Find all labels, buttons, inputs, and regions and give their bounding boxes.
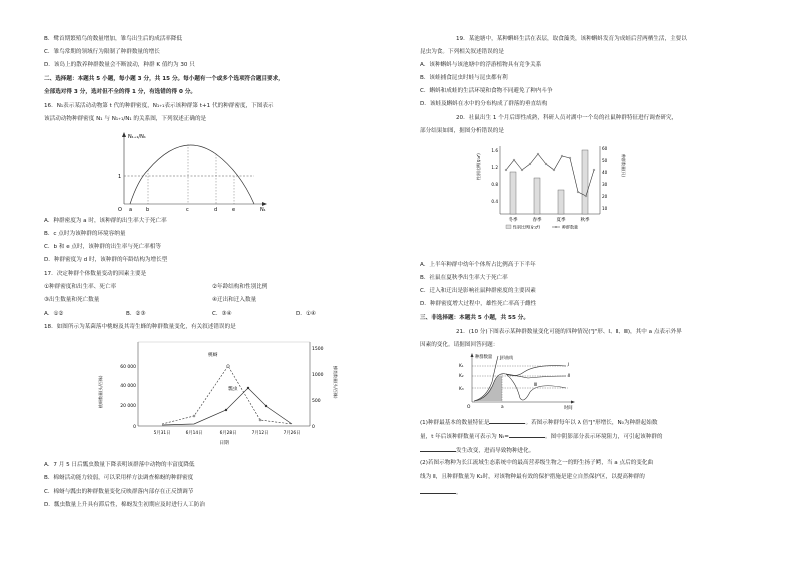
q20-line-population bbox=[506, 154, 594, 196]
q16-one-label: 1 bbox=[118, 174, 122, 180]
q21-part2-text-c: 。 bbox=[456, 490, 462, 496]
q21-stem-line1: 21．(10 分)下图表示某种群数量变化可能的四种情况("J"形、Ⅰ、Ⅱ、Ⅲ)，其中 a 点表示外界 bbox=[456, 329, 682, 335]
q18-yright-tick-1000: 1000 bbox=[312, 373, 324, 378]
q20-option-c: C．迁入和迁出是影响社鼠种群密度的主要因素 bbox=[420, 288, 536, 294]
q20-yleft-tick-1: 1.6 bbox=[491, 148, 498, 153]
q21-blank-2[interactable] bbox=[509, 432, 545, 438]
q15-option-c: C．雏鸟常期的领域行为限制了种群数量的增长 bbox=[44, 49, 160, 55]
q18-yright-tick-1500: 1500 bbox=[312, 347, 324, 352]
q18-figure bbox=[98, 336, 338, 448]
q20-legend-line: 种群数量 bbox=[562, 224, 578, 230]
q16-tick-b: b bbox=[146, 207, 150, 213]
q21-j-label: J形曲线 bbox=[500, 355, 514, 360]
q16-option-c: C．b 和 e 点时，该种群的出生率与死亡率相等 bbox=[44, 244, 161, 250]
q16-figure bbox=[104, 128, 274, 214]
q19-stem-line2: 昆虫为食。下列相关叙述错误的是 bbox=[420, 49, 504, 55]
q21-label-2: Ⅱ bbox=[568, 374, 571, 379]
q21-part2-line2: 线为 Ⅱ，且种群数量为 K₂时，对该物种最有效的保护措施是建立自然保护区，以提高种群的 bbox=[420, 474, 645, 480]
q16-stem-line1: 16．N₁表示某活动动物第 t 代的种群密度，N₁₊₁表示该种群第 t+1 代的种群密度，下图表示 bbox=[44, 103, 274, 109]
q20-yright-tick-20: 20 bbox=[602, 194, 608, 199]
q20-yright-tick-40: 40 bbox=[602, 170, 608, 175]
q16-option-a: A．种群密度为 a 时，该种群的出生率大于死亡率 bbox=[44, 218, 167, 224]
q21-label-3: Ⅲ bbox=[534, 383, 537, 388]
q21-part1-text-d: 。图中阴影部分表示环境阻力，可引起该种群的 bbox=[545, 434, 663, 440]
q16-tick-c: c bbox=[186, 207, 189, 213]
q20-yleft-label: 性别比例(♀∶♂) bbox=[476, 153, 481, 180]
q18-xlabel: 日期 bbox=[219, 441, 229, 446]
q18-xtick-5: 7月26日 bbox=[283, 431, 301, 436]
q17-item-2: ②年龄结构和性别比例 bbox=[212, 284, 268, 290]
q17-item-1: ①种群密度和出生率、死亡率 bbox=[44, 284, 117, 290]
q21-origin: O bbox=[467, 405, 471, 410]
q18-option-a: A．7 月 5 日后瓢虫数量下降表明该群落中动物的丰富度降低 bbox=[44, 462, 195, 468]
q21-label-1: Ⅰ bbox=[568, 363, 570, 368]
q18-xtick-1: 5月31日 bbox=[153, 431, 171, 436]
q21-part1-line1 bbox=[420, 418, 657, 427]
section3-title: 三、非选择题：本题共 5 小题，共 55 分。 bbox=[420, 315, 529, 321]
q20-yright-tick-60: 60 bbox=[602, 146, 608, 151]
section2-note: 全部选对得 3 分，选对但不全的得 1 分，有选错的得 0 分。 bbox=[44, 89, 197, 95]
q16-tick-e: e bbox=[232, 207, 236, 213]
q17-item-3: ③出生数量和死亡数量 bbox=[44, 297, 100, 303]
q20-bar-summer bbox=[558, 190, 564, 214]
q21-part1-line2 bbox=[420, 432, 662, 441]
q20-bar-winter bbox=[510, 172, 516, 214]
q21-figure bbox=[458, 352, 588, 412]
q20-stem-line2: 部分结果如图，据图分析错误的是 bbox=[420, 128, 504, 134]
q20-figure bbox=[476, 140, 626, 232]
q20-yright-tick-50: 50 bbox=[602, 158, 608, 163]
q18-xtick-4: 7月12日 bbox=[251, 431, 269, 436]
q17-option-c: C．③④ bbox=[212, 311, 232, 317]
q16-ylabel: N₁₊₁/N₁ bbox=[128, 134, 146, 140]
q21-shaded-area bbox=[474, 376, 502, 401]
q19-option-c: C．蝌蚪和成蛙的生活环境和食物不同避免了种内斗争 bbox=[420, 88, 553, 94]
q18-legend-aphid: 桃蚜 bbox=[208, 353, 218, 358]
q20-yright-label: 种群数量(只) bbox=[621, 154, 626, 178]
q18-yleft-tick-20000: 20 000 bbox=[120, 404, 136, 409]
q21-ylabel: 种群数量 bbox=[475, 355, 493, 360]
q17-option-d: D．①④ bbox=[296, 311, 316, 317]
q21-part1-text-a: (1)种群最基本的数量特征是 bbox=[420, 420, 490, 426]
q20-bar-autumn bbox=[582, 150, 588, 214]
q16-option-b: B．c 点时为该种群的环境容纳量 bbox=[44, 231, 126, 237]
q20-yleft-tick-4: 0.4 bbox=[491, 199, 498, 204]
q21-blank-4[interactable] bbox=[420, 488, 456, 494]
q20-xtick-summer: 夏季 bbox=[556, 218, 566, 223]
q17-option-b: B．②③ bbox=[126, 311, 146, 317]
q18-series-ladybug bbox=[162, 388, 292, 425]
q20-xtick-spring: 春季 bbox=[532, 218, 542, 223]
q17-option-a: A．①② bbox=[44, 311, 64, 317]
q21-part2-line1: (2)若图示物种为长江流域生态系统中的最高营养级生物之一的野生扬子鳄，当 a 点后的变化曲 bbox=[420, 460, 654, 466]
q21-part2-line3 bbox=[420, 488, 462, 497]
q21-part1-text-c: 量，t 年后该种群数量可表示为 Nₜ= bbox=[420, 434, 509, 440]
q20-yleft-tick-3: 0.8 bbox=[491, 182, 498, 187]
q16-origin: O bbox=[118, 207, 122, 213]
q16-tick-a: a bbox=[129, 207, 133, 213]
q20-option-d: D．种群密度增大过程中，雄性死亡率高于雌性 bbox=[420, 301, 537, 307]
q18-series-aphid bbox=[162, 366, 292, 424]
q18-yleft-label: 桃蚜数量(头/百株) bbox=[98, 375, 103, 408]
q18-yright-tick-0: 0 bbox=[312, 425, 315, 430]
q21-xlabel: 时间 bbox=[564, 406, 573, 411]
q18-stem: 18．如图所示为某菌落中桃蚜及其寄生蜂的种群数量变化，有关叙述错误的是 bbox=[44, 324, 236, 330]
q19-option-a: A．该种蝌蚪与该池塘中的浮游植物具有竞争关系 bbox=[420, 62, 542, 68]
q15-option-b: B．鹭首期繁殖鸟的数量增加，雏鸟出生后的成活率降低 bbox=[44, 36, 183, 42]
q21-a-mark: a bbox=[501, 405, 504, 410]
q21-k1: K₁ bbox=[459, 364, 464, 369]
q18-xtick-2: 6月14日 bbox=[185, 431, 203, 436]
q20-yright-tick-10: 10 bbox=[602, 206, 608, 211]
q20-option-b: B．社鼠在夏秋季出生率大于死亡率 bbox=[420, 275, 508, 281]
q18-yright-label: 蜂类数量(头/百株) bbox=[333, 366, 338, 399]
q21-k2: K₂ bbox=[459, 374, 464, 379]
q17-item-4: ④迁出和迁入数量 bbox=[212, 297, 257, 303]
q20-xtick-autumn: 秋季 bbox=[580, 218, 590, 223]
q21-part1-text-b: 。若图示种群每年以 λ 倍"J"形增长，N₀为种群起始数 bbox=[525, 420, 658, 426]
q20-option-a: A．上半年种群中幼年个体所占比例高于下半年 bbox=[420, 262, 536, 268]
q20-stem-line1: 20．社鼠出生 1 个月后即性成熟，科研人员对湖中一个岛的社鼠种群特征进行调查研究， bbox=[456, 115, 678, 121]
q16-stem-line2: 该活动动物种群密度 N₁ 与 N₁₊₁/N₁ 的关系图，下列叙述正确的是 bbox=[44, 116, 207, 122]
q19-option-b: B．该蛙捕食昆虫时蛙与昆虫都有利 bbox=[420, 75, 508, 81]
q18-legend-ladybug: 瓢虫 bbox=[228, 387, 238, 392]
q15-option-d: D．该岛上的散养种群数量会不断波动，种群 K 值约为 30 只 bbox=[44, 62, 195, 68]
q20-xtick-winter: 冬季 bbox=[508, 218, 518, 223]
q18-option-c: C．棉蚜与瓢虫的种群数量变化反映群落内部存在正反馈调节 bbox=[44, 489, 194, 495]
q16-option-d: D．种群密度为 d 时，该种群的年龄结构为增长型 bbox=[44, 257, 168, 263]
q18-yleft-tick-60000: 60 000 bbox=[120, 365, 136, 370]
section2-title: 二、选择题：本题共 5 小题，每小题 3 分，共 15 分。每小题有一个或多个选项符合题目要求， bbox=[44, 76, 284, 82]
q18-option-b: B．棉蚜活动能力较弱，可以采用样方法调查棉蚜的种群密度 bbox=[44, 475, 194, 481]
q20-yleft-tick-2: 1.2 bbox=[491, 165, 498, 170]
q21-blank-1[interactable] bbox=[489, 418, 525, 424]
q21-part1-text-e: 发生改变，进而导致物种进化。 bbox=[456, 448, 535, 454]
q18-xtick-3: 6月28日 bbox=[219, 431, 237, 436]
q18-yleft-tick-0: 0 bbox=[133, 425, 136, 430]
q17-stem: 17．决定种群个体数量变动的因素主要是 bbox=[44, 271, 147, 277]
q21-part1-line3 bbox=[420, 446, 534, 455]
q16-curve bbox=[130, 145, 254, 204]
q20-legend-bar: 性别比例(♀:♂) bbox=[513, 224, 540, 230]
q16-xlabel: N₁ bbox=[260, 207, 266, 213]
q18-yleft-tick-40000: 40 000 bbox=[120, 384, 136, 389]
q21-stem-line2: 因素的变化。请据图回答问题： bbox=[420, 342, 499, 348]
q21-blank-3[interactable] bbox=[420, 446, 456, 452]
q16-tick-d: d bbox=[214, 207, 218, 213]
q21-k3: K₃ bbox=[459, 387, 464, 392]
q19-option-d: D．该蛙及蝌蚪在水中的分布构成了群落的垂直结构 bbox=[420, 101, 548, 107]
q18-yright-tick-500: 500 bbox=[312, 399, 321, 404]
q19-stem-line1: 19．某池塘中，某种蝌蚪生活在表层，取食藻类，该种蝌蚪发育为成蛙后营两栖生活，主要以 bbox=[456, 36, 687, 42]
q20-yright-tick-30: 30 bbox=[602, 182, 608, 187]
q18-option-d: D．瓢虫数量上升具有滞后性，棉蚜发生初期应及时进行人工防治 bbox=[44, 502, 205, 508]
q20-bar-spring bbox=[534, 178, 540, 214]
